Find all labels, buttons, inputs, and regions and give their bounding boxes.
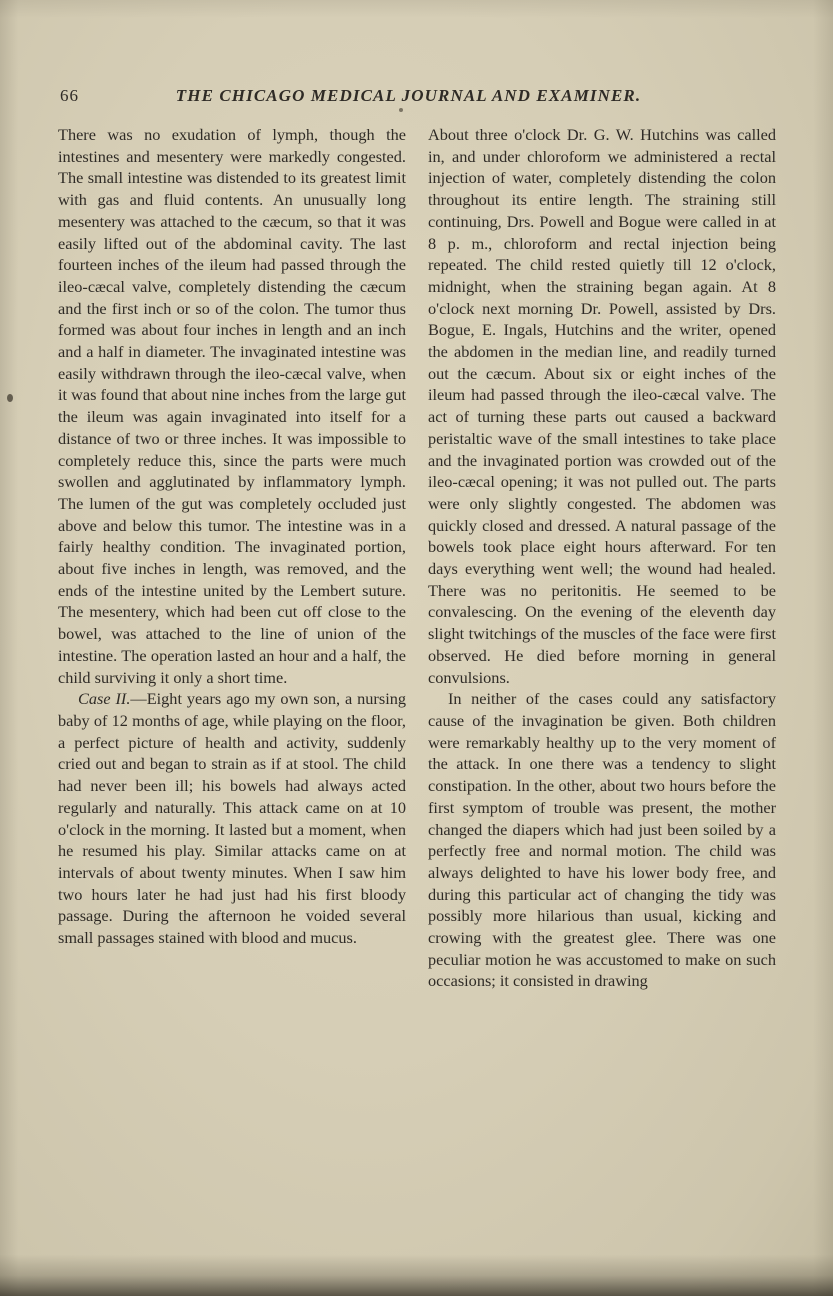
case-heading: Case II.	[78, 689, 131, 709]
scan-speck	[399, 108, 403, 112]
scan-speck	[7, 394, 13, 402]
page-number: 66	[60, 86, 79, 105]
paragraph-case-2	[58, 688, 406, 948]
case-body-text: —Eight years ago my own son, a nursing baby of 12 months of age, while playing on the floor, a perfect picture of health and activity, suddenly cried out and began to strain as if at stool. The child had never been ill; his bowels had always acted regularly and naturally. This attack came on at 10 o'clock in the morning. It lasted but a moment, when he resumed his play. Similar attacks came on at intervals of about twenty minutes. When I saw him two hours later he had just had his first bloody passage. During the afternoon he voided several small passages stained with blood and mucus.	[58, 689, 406, 948]
right-column	[428, 124, 776, 992]
paragraph-continuation: There was no exudation of lymph, though the intestines and mesentery were markedly congested. The small intestine was distended to its greatest limit with gas and fluid contents. An unusually long mesentery was attached to the cæcum, so that it was easily lifted out of the abdominal cavity. The last fourteen inches of the ileum had passed through the ileo-cæcal valve, completely distending the cæcum and the first inch or so of the colon. The tumor thus formed was about four inches in length and an inch and a half in diameter. The invaginated intestine was easily withdrawn through the ileo-cæcal valve, when it was found that about nine inches from the large gut the ileum was again invaginated into itself for a distance of two or three inches. It was impossible to completely reduce this, since the parts were much swollen and agglutinated by inflammatory lymph. The lumen of the gut was completely occluded just above and below this tumor. The intestine was in a fairly healthy condition. The invaginated portion, about five inches in length, was removed, and the ends of the intestine united by the Lembert suture. The mesentery, which had been cut off close to the bowel, was attached to the line of union of the intestine. The operation lasted an hour and a half, the child surviving it only a short time.	[58, 125, 406, 687]
page-header	[60, 86, 773, 106]
journal-title: THE CHICAGO MEDICAL JOURNAL AND EXAMINER.	[175, 86, 642, 105]
left-column	[58, 124, 406, 992]
paragraph-continuation: About three o'clock Dr. G. W. Hutchins was called in, and under chloroform we administered a rectal injection of water, completely distending the colon throughout its entire length. The straining still continuing, Drs. Powell and Bogue were called in at 8 p. m., chloroform and rectal injection being repeated. The child rested quietly till 12 o'clock, midnight, when the straining began again. At 8 o'clock next morning Dr. Powell, assisted by Drs. Bogue, E. Ingals, Hutchins and the writer, opened the abdomen in the median line, and readily turned out the cæcum. About six or eight inches of the ileum had passed through the ileo-cæcal valve. The act of turning these parts out caused a backward peristaltic wave of the small intestines to take place and the invaginated portion was crowded out of the ileo-cæcal opening; it was not pulled out. The parts were only slightly congested. The abdomen was quickly closed and dressed. A natural passage of the bowels took place eight hours afterward. For ten days everything went well; the wound had healed. There was no peritonitis. He seemed to be convalescing. On the evening of the eleventh day slight twitchings of the muscles of the face were first observed. He died before morning in general convulsions.	[428, 125, 776, 687]
page-body	[58, 124, 776, 992]
paragraph-conclusion: In neither of the cases could any satisfactory cause of the invagination be given. Both children were remarkably healthy up to the very moment of the attack. In one there was a tendency to slight constipation. In the other, about two hours before the first symptom of trouble was present, the mother changed the diapers which had just been soiled by a perfectly free and normal motion. The child was always delighted to have his lower body free, and during this particular act of changing the tidy was possibly more hilarious than usual, kicking and crowing with the greatest glee. There was one peculiar motion he was accustomed to make on such occasions; it consisted in drawing	[428, 689, 776, 991]
